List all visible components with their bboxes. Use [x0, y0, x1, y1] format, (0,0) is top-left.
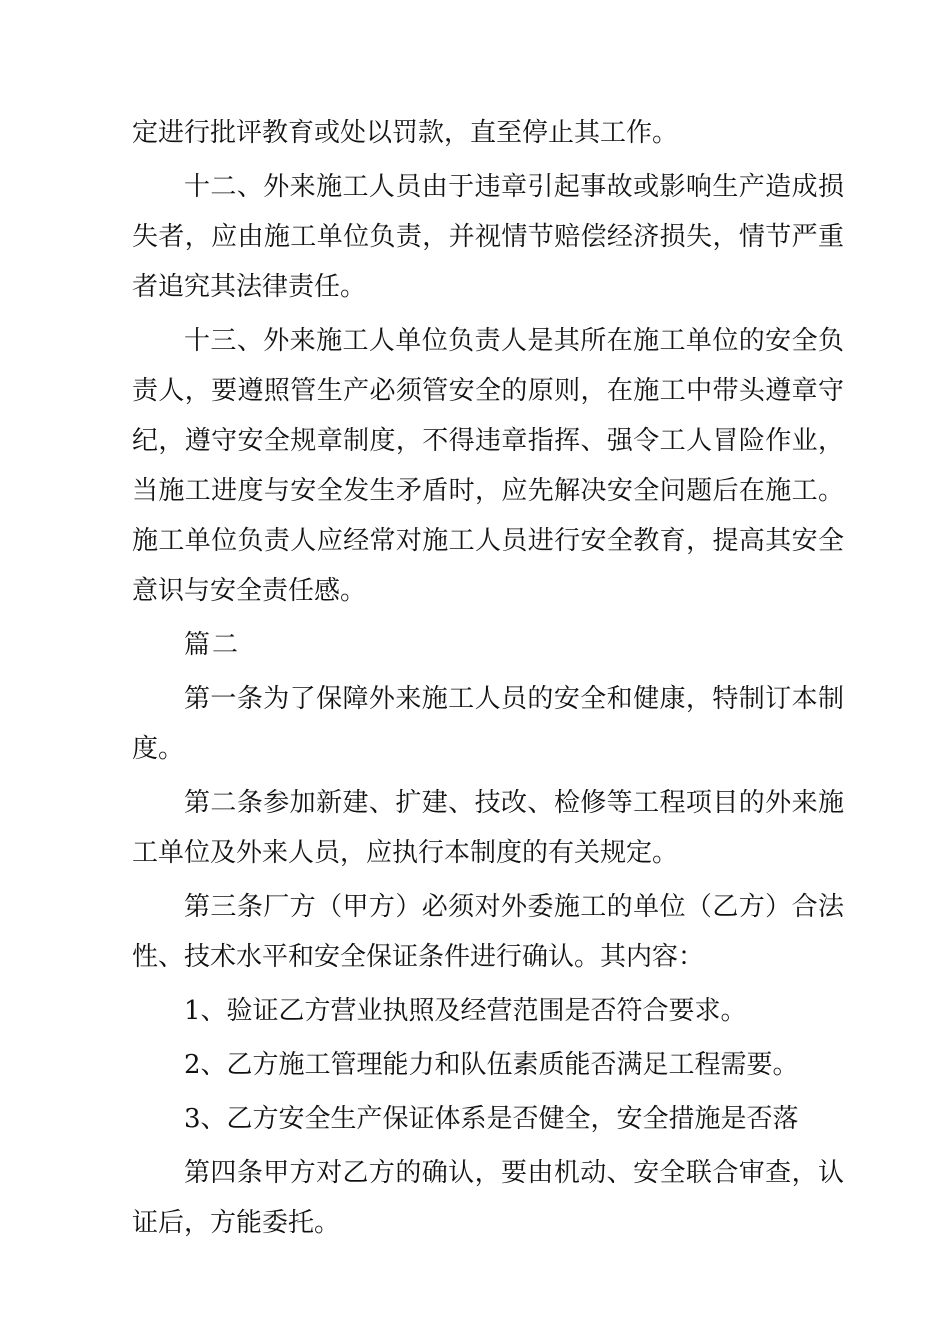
list-item-2: 2、乙方施工管理能力和队伍素质能否满足工程需要。	[184, 1050, 799, 1080]
paragraph-clause-13: 十三、外来施工人单位负责人是其所在施工单位的安全负责人，要遵照管生产必须管安全的原则，在施工中带头遵章守纪，遵守安全规章制度，不得违章指挥、强令工人冒险作业，当施工进度与安全发生矛盾时，应先解决安全问题后在施工。施工单位负责人应经常对施工人员进行安全教育，提高其安全意识与安全责任感。	[132, 326, 844, 606]
paragraph-article-4: 第四条甲方对乙方的确认，要由机动、安全联合审查，认证后，方能委托。	[132, 1158, 844, 1238]
document-body	[132, 108, 844, 1252]
paragraph-article-2: 第二条参加新建、扩建、技改、检修等工程项目的外来施工单位及外来人员，应执行本制度的有关规定。	[132, 788, 844, 868]
section-heading: 篇二	[184, 630, 241, 660]
paragraph-clause-12: 十二、外来施工人员由于违章引起事故或影响生产造成损失者，应由施工单位负责，并视情节赔偿经济损失，情节严重者追究其法律责任。	[132, 172, 844, 302]
list-item-3: 3、乙方安全生产保证体系是否健全，安全措施是否落	[184, 1104, 799, 1134]
paragraph-article-3: 第三条厂方（甲方）必须对外委施工的单位（乙方）合法性、技术水平和安全保证条件进行确认。其内容：	[132, 892, 844, 972]
list-item-1: 1、验证乙方营业执照及经营范围是否符合要求。	[184, 996, 747, 1026]
paragraph-article-1: 第一条为了保障外来施工人员的安全和健康，特制订本制度。	[132, 684, 844, 764]
paragraph-continuation: 定进行批评教育或处以罚款，直至停止其工作。	[132, 118, 679, 148]
